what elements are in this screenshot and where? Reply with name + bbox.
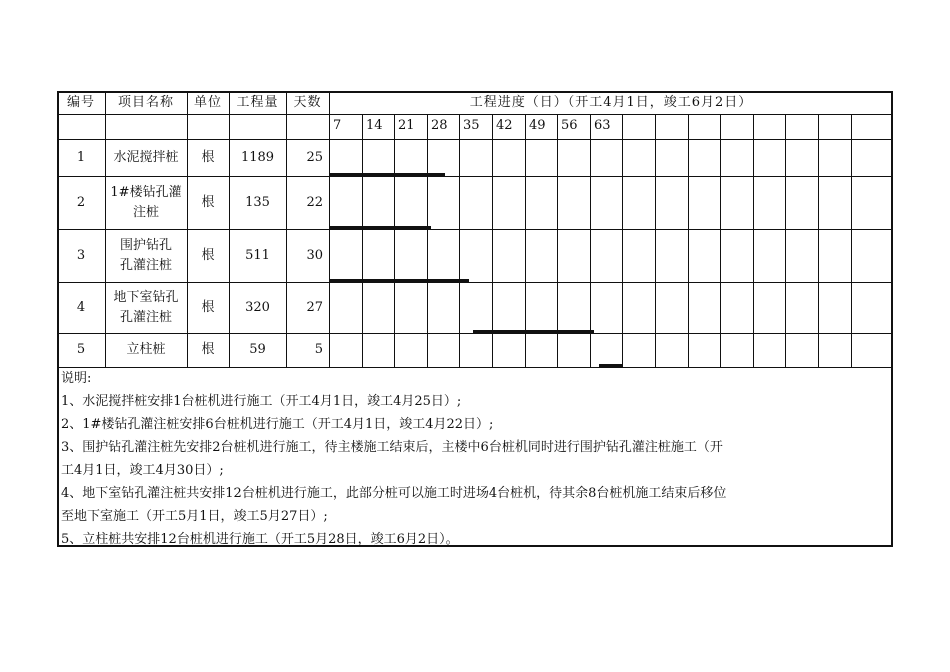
column-line: [286, 91, 287, 367]
schedule-table: [57, 91, 893, 547]
grid-line: [720, 114, 721, 367]
row-id: 2: [76, 194, 86, 210]
note-line: 5、立柱桩共安排12台桩机进行施工（开工5月28日，竣工6月2日）。: [61, 532, 459, 547]
column-line: [229, 91, 230, 367]
grid-line: [622, 114, 623, 367]
day-tick-label: 35: [463, 118, 480, 133]
note-line: 1、水泥搅拌桩安排1台桩机进行施工（开工4月1日，竣工4月25日）;: [61, 394, 462, 409]
row-id: 3: [76, 247, 86, 263]
gantt-bar: [329, 279, 469, 282]
grid-line: [785, 114, 786, 367]
row-name-line: 孔灌注桩: [119, 309, 172, 325]
row-line: [57, 282, 893, 283]
header-quantity: 工程量: [236, 95, 279, 110]
row-line: [57, 139, 893, 140]
notes-section: [61, 367, 887, 551]
notes-title: 说明:: [61, 371, 92, 386]
row-quantity: 320: [245, 299, 270, 315]
day-tick-label: 56: [561, 118, 578, 133]
row-line: [57, 176, 893, 177]
row-id: 4: [76, 299, 86, 315]
row-name-line: 立柱桩: [126, 342, 166, 357]
row-line: [57, 114, 893, 115]
row-name: [105, 183, 187, 223]
row-name-line: 地下室钻孔: [113, 289, 179, 305]
grid-line: [688, 114, 689, 367]
header-name: 项目名称: [117, 95, 174, 110]
header-progress: 工程进度（日）（开工4月1日，竣工6月2日）: [469, 95, 753, 110]
gantt-bar: [473, 330, 594, 333]
grid-line: [655, 114, 656, 367]
column-line: [187, 91, 188, 367]
grid-line: [851, 114, 852, 367]
row-quantity: 59: [249, 342, 266, 357]
note-line: 2、1#楼钻孔灌注桩安排6台桩机进行施工（开工4月1日，竣工4月22日）;: [61, 417, 494, 432]
day-tick-label: 42: [496, 118, 513, 133]
day-tick-label: 21: [398, 118, 415, 133]
row-unit: 根: [201, 247, 215, 263]
row-quantity: 511: [245, 247, 270, 263]
gantt-bar: [329, 226, 431, 229]
day-tick-label: 63: [594, 118, 611, 133]
row-name-line: 孔灌注桩: [119, 257, 172, 273]
row-quantity: 1189: [240, 149, 275, 165]
row-quantity: 135: [245, 194, 270, 210]
row-name: [105, 288, 187, 328]
row-name: [105, 340, 187, 360]
row-unit: 根: [201, 299, 215, 315]
row-name-line: 围护钻孔: [119, 237, 172, 253]
row-name-line: 注桩: [132, 204, 159, 220]
header-days: 天数: [293, 95, 322, 110]
row-name: [105, 236, 187, 276]
row-name-line: 水泥搅拌桩: [113, 149, 179, 165]
row-days: 27: [306, 299, 323, 315]
grid-line: [362, 114, 363, 367]
column-line: [329, 91, 330, 367]
row-line: [57, 333, 893, 334]
table-border-right: [891, 91, 893, 547]
row-days: 5: [314, 342, 323, 357]
grid-line: [427, 114, 428, 367]
row-name: [105, 148, 187, 168]
grid-line: [394, 114, 395, 367]
day-tick-label: 14: [366, 118, 383, 133]
row-unit: 根: [201, 342, 215, 357]
row-id: 5: [76, 342, 86, 357]
day-tick-label: 49: [529, 118, 546, 133]
row-unit: 根: [201, 149, 215, 165]
grid-line: [459, 114, 460, 367]
day-tick-label: 7: [333, 118, 342, 133]
row-days: 22: [306, 194, 323, 210]
gantt-bar: [329, 173, 445, 176]
row-id: 1: [76, 149, 86, 165]
row-unit: 根: [201, 194, 215, 210]
note-line: 至地下室施工（开工5月1日，竣工5月27日）;: [61, 509, 328, 524]
row-days: 25: [306, 149, 323, 165]
grid-line: [818, 114, 819, 367]
day-tick-label: 28: [431, 118, 448, 133]
note-line: 工4月1日，竣工4月30日）;: [61, 463, 224, 478]
note-line: 4、地下室钻孔灌注桩共安排12台桩机进行施工，此部分桩可以施工时进场4台桩机，待其余8台桩机施工结束后移位: [61, 486, 727, 501]
row-line: [57, 229, 893, 230]
grid-line: [753, 114, 754, 367]
header-unit: 单位: [193, 95, 222, 110]
header-id: 编号: [66, 95, 95, 110]
row-days: 30: [306, 247, 323, 263]
row-name-line: 1#楼钻孔灌: [110, 184, 182, 200]
note-line: 3、围护钻孔灌注桩先安排2台桩机进行施工，待主楼施工结束后，主楼中6台桩机同时进行围护钻孔灌注桩施工（开: [61, 440, 723, 455]
